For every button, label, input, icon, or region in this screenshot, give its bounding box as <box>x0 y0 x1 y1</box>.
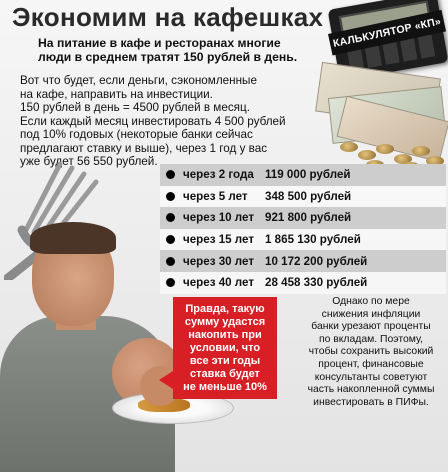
callout-line: все эти годы <box>189 355 261 367</box>
body-line: под 10% годовых (некоторые банки сейчас <box>20 128 253 141</box>
row-amount: 10 172 200 рублей <box>265 254 368 268</box>
callout-line: условии, что <box>189 342 261 354</box>
page-title: Экономим на кафешках <box>12 2 324 32</box>
callout-line: не меньше 10% <box>183 381 267 393</box>
bullet-icon <box>166 192 175 201</box>
body-line: на кафе, направить на инвестиции. <box>20 87 213 101</box>
note-line: консультанты советуют <box>314 371 428 383</box>
note-line: чтобы сохранить высокий <box>308 346 434 358</box>
body-text <box>20 74 318 169</box>
body-line: Если каждый месяц инвестировать 4 500 рублей <box>20 114 286 128</box>
row-period: через 15 лет <box>183 233 254 247</box>
savings-table <box>160 164 446 294</box>
note-line: по вкладам. Поэтому, <box>318 333 424 345</box>
savings-row <box>160 229 446 251</box>
note-line: Однако по мере <box>332 296 410 307</box>
row-period: через 5 лет <box>183 189 248 203</box>
bullet-icon <box>166 213 175 222</box>
savings-row <box>160 250 446 272</box>
bullet-icon <box>166 235 175 244</box>
body-line: предлагают ставку и выше), через 1 год у вас <box>20 141 268 155</box>
intro-text <box>38 36 328 64</box>
row-period: через 40 лет <box>183 276 254 290</box>
row-amount: 921 800 рублей <box>265 211 352 225</box>
note-line: банки урезают проценты <box>311 321 431 333</box>
row-amount: 119 000 рублей <box>265 168 351 182</box>
callout-box <box>173 297 277 399</box>
intro-line: люди в среднем тратят 150 рублей в день. <box>38 50 298 64</box>
body-line: Вот что будет, если деньги, сэкономленные <box>20 74 257 87</box>
savings-row <box>160 207 446 229</box>
callout-line: ставка будет <box>190 368 260 380</box>
note-line: процент, финансовые <box>318 358 424 370</box>
row-period: через 10 лет <box>183 211 254 225</box>
note-line: инвестировать в ПИФы. <box>313 396 429 408</box>
savings-row <box>160 164 446 186</box>
row-period: через 30 лет <box>183 254 254 268</box>
row-period: через 2 года <box>183 168 254 182</box>
row-amount: 28 458 330 рублей <box>265 276 368 290</box>
intro-line: На питание в кафе и ресторанах многие <box>38 36 281 50</box>
bullet-icon <box>166 278 175 287</box>
bullet-icon <box>166 170 175 179</box>
note-line: часть накопленной суммы <box>307 384 435 396</box>
badge-label: КАЛЬКУЛЯТОР «КП» <box>332 15 442 50</box>
row-amount: 348 500 рублей <box>265 189 352 203</box>
callout-line: Правда, такую <box>185 303 265 315</box>
savings-row <box>160 186 446 208</box>
body-line: уже будет 56 550 рублей. <box>20 155 158 168</box>
row-amount: 1 865 130 рублей <box>265 233 361 247</box>
body-line: 150 рублей в день = 4500 рублей в месяц. <box>20 101 250 114</box>
note-text <box>298 296 444 409</box>
callout-line: сумму удастся <box>184 316 266 328</box>
note-line: снижения инфляции <box>321 308 421 320</box>
savings-row <box>160 272 446 294</box>
man-hair <box>30 222 116 254</box>
callout-line: накопить при <box>188 329 262 341</box>
bullet-icon <box>166 257 175 266</box>
